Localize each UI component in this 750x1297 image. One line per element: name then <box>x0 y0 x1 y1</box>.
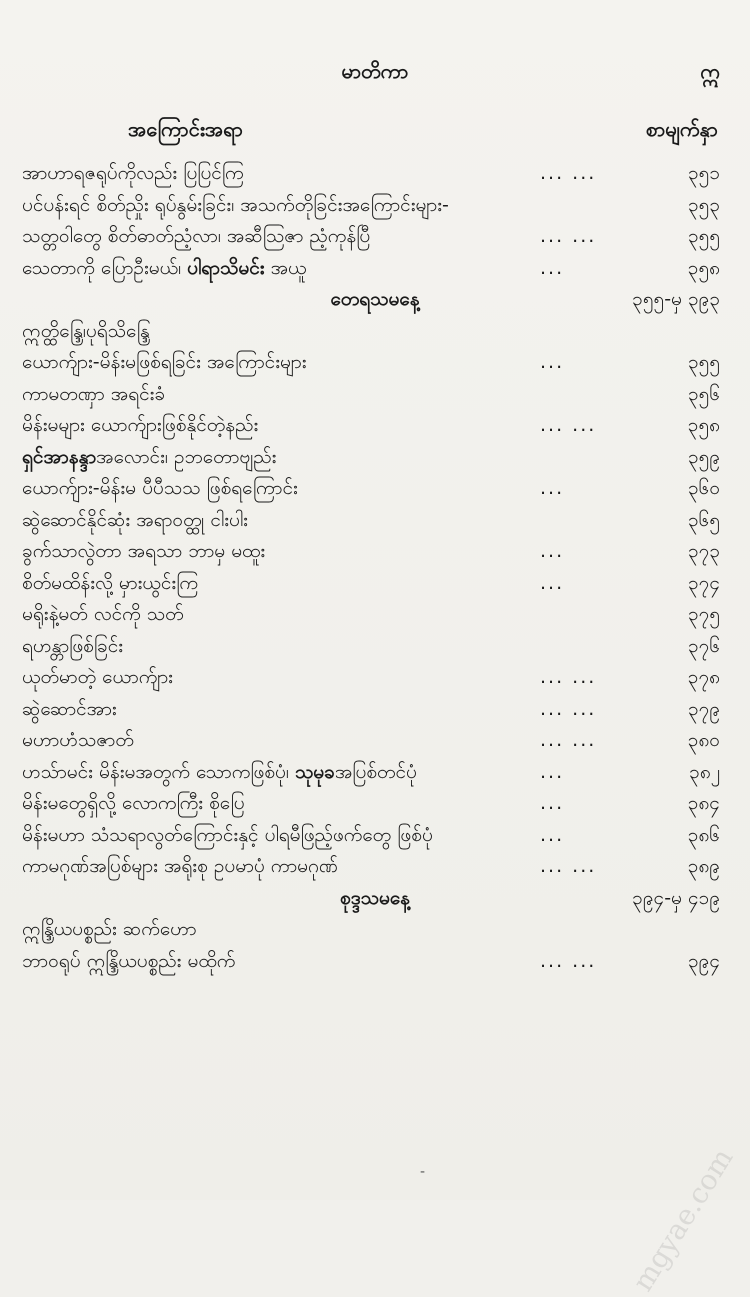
toc-page-number: ၃၈၄ <box>687 792 720 814</box>
toc-entry <box>0 757 750 789</box>
toc-entry-title-part: အလောင်း၊ ဥဘတောဗျည်း <box>96 445 277 468</box>
toc-entry-title-part: ဟသ်ာမင်း မိန်းမအတွက် သောကဖြစ်ပုံ၊ <box>22 760 295 783</box>
toc-section-heading <box>0 883 750 915</box>
toc-leader-dots: ... ... <box>540 697 597 720</box>
toc-entry <box>0 631 750 663</box>
toc-entry <box>0 946 750 978</box>
toc-page-number: ၃၇၈ <box>687 666 720 688</box>
toc-entry <box>0 694 750 726</box>
toc-leader-dots: ... ... <box>540 414 597 436</box>
toc-page-number: ၃၈၂ <box>689 760 720 783</box>
toc-entry-title: စုဒ္ဒသမနေ့ <box>340 886 410 909</box>
toc-entry <box>0 568 750 600</box>
toc-entry-title: တေရသမနေ့ <box>330 288 420 310</box>
toc-entry-title: မဟာဟံသဇာတ် <box>22 729 134 751</box>
toc-leader-dots: ... <box>540 823 565 846</box>
toc-page-number: ၃၅၅ <box>687 225 720 247</box>
toc-page-number: ၃၇၃ <box>687 540 720 562</box>
toc-entry <box>0 788 750 820</box>
toc-entry-title-part: အယူ <box>264 256 307 279</box>
toc-entry <box>0 347 750 379</box>
toc-leader-dots: ... <box>540 571 565 594</box>
toc-entry <box>0 316 750 348</box>
toc-entry-title-part: သေတာကို ပြောဦးမယ်၊ <box>22 256 188 279</box>
toc-page-number: ၃၆၅ <box>687 508 720 531</box>
toc-entry <box>0 536 750 568</box>
toc-entry <box>0 410 750 442</box>
toc-page-number: ၃၇၆ <box>687 634 720 657</box>
toc-entry-title: ဘာ၀ရုပ် ဣန္ဒြိယပစ္စည်း မထိုက် <box>22 949 236 972</box>
toc-entry-title: စိတ်မထိန်းလို့ မှားယွင်းကြ <box>22 571 199 594</box>
toc-leader-dots: ... <box>540 540 565 562</box>
toc-page-number: ၃၅၉ <box>687 445 720 468</box>
toc-page-number: ၃၈၀ <box>687 729 720 751</box>
toc-entry <box>0 253 750 285</box>
toc-entry <box>0 599 750 631</box>
toc-entry-title: ကာမဂုဏ်အပြစ်များ အရိုးစု ဥပမာပုံ ကာမဂုဏ် <box>22 855 339 877</box>
toc-page-number: ၃၆၀ <box>687 477 720 499</box>
table-of-contents <box>0 158 750 977</box>
toc-entry-title: ဣတ္ထိန္ဒြေ၊ပုရိသိန္ဒြေ <box>22 319 150 342</box>
toc-page-number: ၃၉၄-မှ ၄၁၉ <box>632 886 720 909</box>
toc-page-number: ၃၅၈ <box>687 414 720 436</box>
toc-leader-dots: ... <box>540 477 565 499</box>
toc-leader-dots: ... ... <box>540 162 597 184</box>
toc-leader-dots: ... ... <box>540 949 597 972</box>
footer-mark: - <box>420 1164 426 1180</box>
toc-entry-title <box>22 253 307 285</box>
toc-entry-title: မိန်းမတွေရှိလို့ လောကကြီး စိုပြေ <box>22 792 245 814</box>
toc-leader-dots: ... ... <box>540 225 597 247</box>
toc-leader-dots: ... <box>540 760 565 783</box>
toc-page-number: ၃၈၉ <box>687 855 720 877</box>
toc-page-number: ၃၅၅-မှ ၃၉၃ <box>632 288 720 310</box>
toc-entry-title: ဣန္ဒြိယပစ္စည်း ဆက်ဟော <box>22 918 197 940</box>
page-header <box>0 58 750 88</box>
toc-entry <box>0 725 750 757</box>
toc-leader-dots: ... ... <box>540 855 597 877</box>
toc-entry-title: ရဟန္တာဖြစ်ခြင်း <box>22 634 124 657</box>
toc-entry <box>0 221 750 253</box>
toc-page-number: ၃၅၁ <box>687 162 720 184</box>
toc-entry <box>0 473 750 505</box>
toc-page-number: ၃၅၈ <box>687 256 720 279</box>
toc-entry <box>0 442 750 474</box>
toc-leader-dots: ... ... <box>540 729 597 751</box>
toc-entry <box>0 505 750 537</box>
toc-entry-title: ဆွဲဆောင်နိုင်ဆုံး အရာ၀တ္ထု ငါးပါး <box>22 508 248 531</box>
toc-entry <box>0 662 750 694</box>
toc-leader-dots: ... <box>540 792 565 814</box>
toc-entry-title: ယုတ်မာတဲ့ ယောက်ျား <box>22 666 173 688</box>
toc-entry-title: မိန်းမဟာ သံသရာလွတ်ကြောင်းနှင့် ပါရမီဖြည့်ဖက်တွေ ဖြစ်ပုံ <box>22 823 433 846</box>
toc-page-number: ၃၈၆ <box>687 823 720 846</box>
toc-entry <box>0 158 750 190</box>
toc-page-number: ၃၇၅ <box>687 603 720 625</box>
toc-entry-title <box>22 442 276 474</box>
toc-entry <box>0 914 750 946</box>
page-title: မာတိကာ <box>341 59 409 83</box>
toc-entry-title: မိန်းမများ ယောက်ျားဖြစ်နိုင်တဲ့နည်း <box>22 414 259 436</box>
toc-entry-title: ယောက်ျား-မိန်းမဖြစ်ရခြင်း အကြောင်းများ <box>22 351 307 373</box>
toc-entry-title: ပင်ပန်းရင် စိတ်ညှိုး ရုပ်နွမ်းခြင်း၊ အသက်တိုခြင်းအကြောင်းများ- <box>22 193 449 216</box>
toc-page-number: ၃၅၆ <box>687 382 720 405</box>
toc-page-number: ၃၇၉ <box>687 697 720 720</box>
toc-page-number: ၃၉၄ <box>687 949 720 972</box>
toc-entry-title-bold: သုမုခ <box>294 760 335 783</box>
toc-section-heading <box>0 284 750 316</box>
toc-entry-title: သတ္တဝါတွေ စိတ်ဓာတ်ညံ့လာ၊ အဆီသြဇာ ညံ့ကုန်ပြီ <box>22 225 371 247</box>
toc-entry-title: ခွက်သာလွဲတာ အရသာ ဘာမှ မထူး <box>22 540 266 562</box>
toc-entry <box>0 190 750 222</box>
column-headers <box>0 116 750 148</box>
toc-entry-title-bold: ပါရာသိမင်း <box>187 256 265 279</box>
toc-entry-title: မရိုးနဲ့မတ် လင်ကို သတ် <box>22 603 184 625</box>
toc-page-number: ၃၅၅ <box>687 351 720 373</box>
toc-entry-title: အာဟာရဇရုပ်ကိုလည်း ပြပြင်ကြ <box>22 162 244 184</box>
toc-page-number: ၃၅၃ <box>687 193 720 216</box>
page-column-header: စာမျက်နှာ <box>645 117 718 141</box>
toc-entry-title: ယောက်ျား-မိန်းမ ပီပီသသ ဖြစ်ရကြောင်း <box>22 477 298 499</box>
toc-leader-dots: ... ... <box>540 666 597 688</box>
toc-entry-title: ဆွဲဆောင်အား <box>22 697 117 720</box>
toc-page-number: ၃၇၄ <box>687 571 720 594</box>
watermark: mgyae.com <box>626 1142 740 1297</box>
toc-entry-title <box>22 757 417 789</box>
toc-entry-title: ကာမတဏှာ အရင်းခံ <box>22 382 166 405</box>
toc-leader-dots: ... <box>540 351 565 373</box>
toc-entry-title-bold: ရှင်အာနန္ဒာ <box>22 445 97 468</box>
toc-entry <box>0 851 750 883</box>
toc-entry <box>0 820 750 852</box>
page-number: ဣ <box>700 59 720 83</box>
toc-entry <box>0 379 750 411</box>
topic-column-header: အကြောင်းအရာ <box>128 117 243 141</box>
toc-leader-dots: ... <box>540 256 565 279</box>
toc-entry-title-part: အပြစ်တင်ပုံ <box>334 760 417 783</box>
